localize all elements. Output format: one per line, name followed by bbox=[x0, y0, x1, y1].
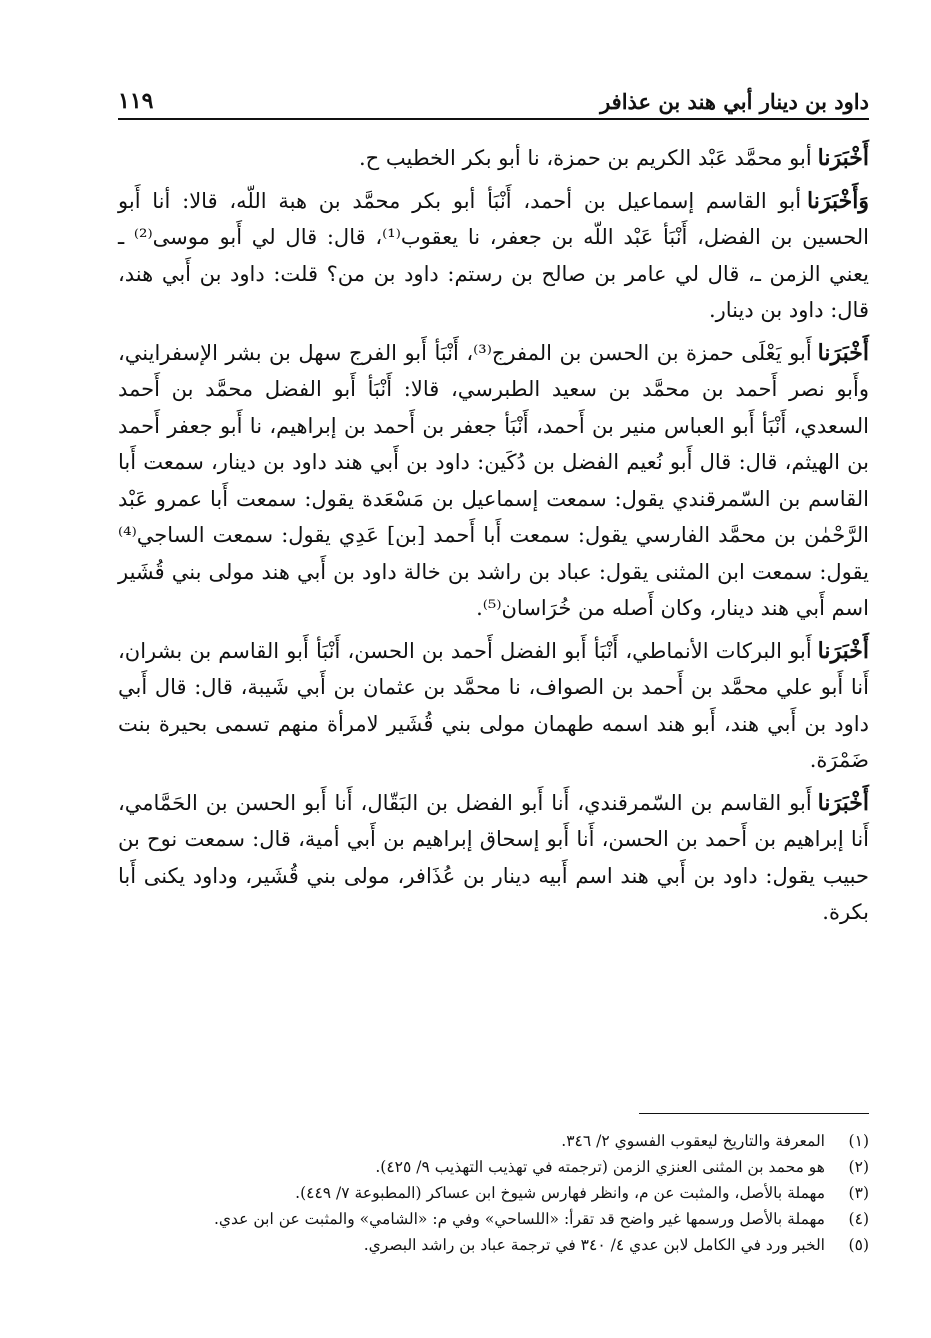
paragraph-text: أَبو يَعْلَى حمزة بن الحسن بن المفرج⁽³⁾، أَنْبَأ أَبو الفرج سهل بن بشر الإسفرايني، وأَبو نصر أَحمد بن محمَّد بن سعيد الطبرسي، قالا: أَنْبَأ أَبو الفضل محمَّد بن أَحمد السعدي، أَنْبَأ أَبو العباس منير بن أَحمد، أَنْبَأ جعفر بن أَحمد بن إبراهيم، نا أَبو جعفر أَحمد بن الهيثم، قال: قال أَبو نُعيم الفضل بن دُكَين: داود بن أَبي هند داود بن دينار، سمعت أَبا القاسم بن السّمرقندي يقول: سمعت إسماعيل بن مَسْعَدة يقول: سمعت أَبا عمرو عَبْد الرَّحْمٰن بن محمَّد الفارسي يقول: سمعت أَبا أَحمد [بن] عَدِي يقول: سمعت الساجي⁽⁴⁾ يقول: سمعت ابن المثنى يقول: عباد بن راشد بن خالة داود بن أَبي هند مولى بني قُشَير اسم أَبي هند دينار، وكان أَصله من خُرَاسان⁽⁵⁾. bbox=[118, 340, 869, 620]
footnote-text: مهملة بالأصل ورسمها غير واضح قد تقرأ: «اللساحي» وفي م: «الشامي» والمثبت عن ابن عدي. bbox=[213, 1210, 825, 1228]
footnote-text: هو محمد بن المثنى العنزي الزمن (ترجمته في تهذيب التهذيب ٩/ ٤٢٥). bbox=[375, 1158, 825, 1176]
footnote-separator bbox=[639, 1113, 869, 1114]
main-text bbox=[118, 140, 869, 937]
paragraph-5 bbox=[118, 785, 869, 931]
paragraph-lead: أَخْبَرَنا bbox=[817, 789, 869, 816]
footnote-number: (٢) bbox=[848, 1158, 869, 1176]
paragraph-2 bbox=[118, 183, 869, 329]
paragraph-lead: أَخْبَرَنا bbox=[817, 339, 869, 366]
footnote-number: (٣) bbox=[848, 1184, 869, 1202]
paragraph-text: أَبو القاسم بن السّمرقندي، أَنا أَبو الفضل بن البَقّال، أَنا أَبو الحسن بن الحَمَّامي، أَنا إبراهيم بن أَحمد بن الحسن، أَنا أَبو إسحاق إبراهيم بن أَبي أمية، قال: سمعت نوح بن حبيب يقول: داود بن أَبي هند اسم أَبيه دينار بن عُذَافر، مولى بني قُشَير، وداود يكنى أَبا بكرة. bbox=[118, 790, 869, 924]
footnote-4 bbox=[118, 1206, 869, 1232]
paragraph-lead: أَخْبَرَنا bbox=[817, 145, 869, 171]
paragraph-lead: وَأَخْبَرَنا bbox=[807, 187, 869, 214]
footnote-number: (١) bbox=[848, 1132, 869, 1150]
footnote-number: (٥) bbox=[848, 1236, 869, 1254]
footnote-text: مهملة بالأصل، والمثبت عن م، وانظر فهارس شيوخ ابن عساكر (المطبوعة ٧/ ٤٤٩). bbox=[295, 1184, 825, 1202]
page-number: ١١٩ bbox=[118, 88, 154, 114]
paragraph-4 bbox=[118, 633, 869, 779]
page-header bbox=[118, 78, 869, 120]
paragraph-3 bbox=[118, 335, 869, 627]
footnote-5 bbox=[118, 1232, 869, 1258]
paragraph-lead: أَخْبَرَنا bbox=[817, 637, 869, 664]
footnote-3 bbox=[118, 1180, 869, 1206]
paragraph-1 bbox=[118, 140, 869, 177]
footnote-number: (٤) bbox=[848, 1210, 869, 1228]
paragraph-text: أبو القاسم إسماعيل بن أحمد، أَنْبَأ أبو بكر محمَّد بن هبة اللّه، قالا: أنا أَبو الحسين بن الفضل، أَنْبَأ عَبْد اللّه بن جعفر، نا يعقوب⁽¹⁾، قال: قال لي أَبو موسى⁽²⁾ ـ يعني الزمن ـ، قال لي عامر بن صالح بن رستم: داود بن من؟ قلت: داود بن أَبي هند، قال: داود بن دينار. bbox=[118, 188, 869, 322]
footnote-text: المعرفة والتاريخ ليعقوب الفسوي ٢/ ٣٤٦. bbox=[561, 1132, 825, 1150]
footnotes bbox=[118, 1128, 869, 1258]
footnote-text: الخبر ورد في الكامل لابن عدي ٤/ ٣٤٠ في ترجمة عباد بن راشد البصري. bbox=[363, 1236, 825, 1254]
footnote-2 bbox=[118, 1154, 869, 1180]
footnote-1 bbox=[118, 1128, 869, 1154]
paragraph-text: أَبو البركات الأنماطي، أَنْبَأ أَبو الفضل أَحمد بن الحسن، أَنْبَأ أَبو القاسم بن بشران، أَنا أَبو علي محمَّد بن أَحمد بن الصواف، نا محمَّد بن عثمان بن أَبي شَيبة، قال: قال أَبي داود بن أَبي هند، أَبو هند اسمه طهمان مولى بني قُشَير لامرأة منهم تسمى بحيرة بنت ضَمْرَة. bbox=[118, 638, 869, 772]
paragraph-text: أبو محمَّد عَبْد الكريم بن حمزة، نا أبو بكر الخطيب ح. bbox=[358, 146, 812, 170]
running-title: داود بن دينار أبي هند بن عذافر bbox=[600, 89, 869, 114]
